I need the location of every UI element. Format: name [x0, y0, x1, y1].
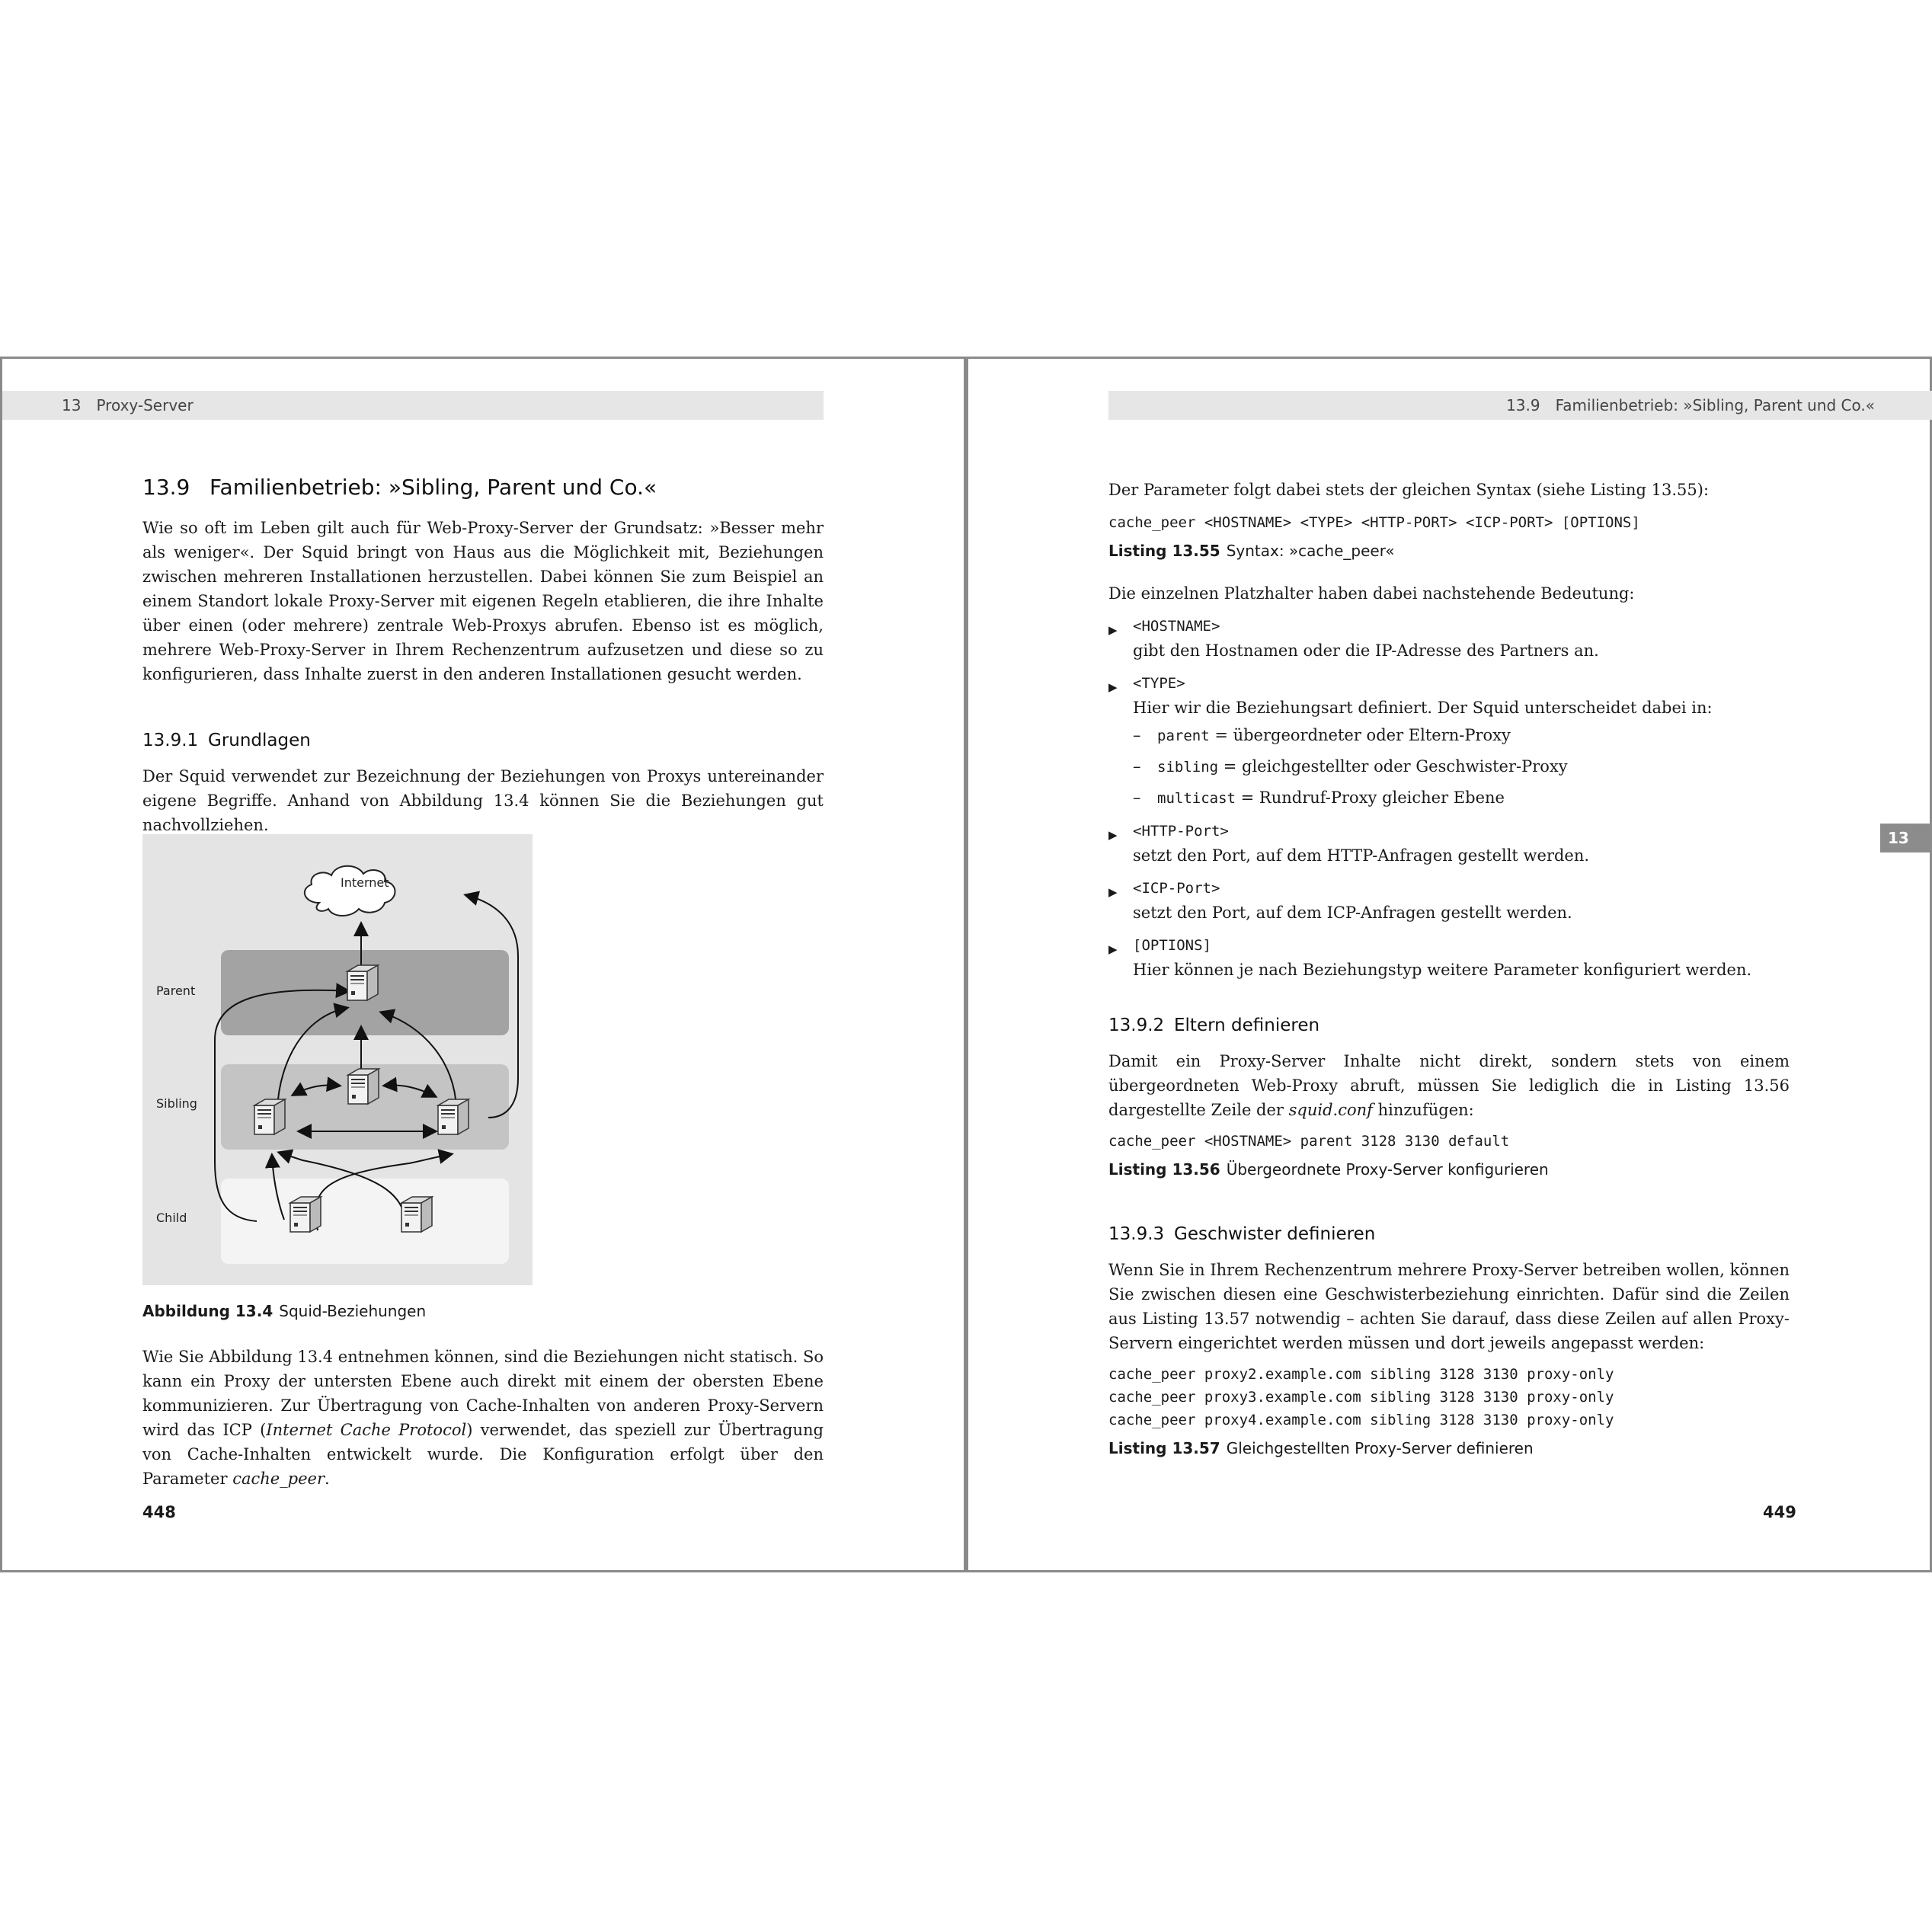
placeholder-code: <ICP-Port> — [1133, 880, 1220, 897]
placeholder-description: setzt den Port, auf dem HTTP-Anfragen gestellt werden. — [1133, 846, 1590, 865]
type-description: = Rundruf-Proxy gleicher Ebene — [1235, 788, 1505, 807]
placeholder-code: [OPTIONS] — [1133, 937, 1211, 954]
after-figure-paragraph — [142, 1345, 824, 1491]
listing-55-number: Listing 13.55 — [1108, 542, 1220, 560]
book-spread — [0, 357, 1930, 1574]
parent-layer-label: Parent — [156, 984, 196, 998]
list-item — [1108, 670, 1790, 811]
subsection-heading-grundlagen — [142, 731, 311, 750]
eltern-paragraph — [1108, 1049, 1790, 1122]
placeholder-code: <HTTP-Port> — [1133, 823, 1229, 840]
sibling-proxy-server-icon — [348, 1069, 379, 1104]
after-figure-text-end: . — [325, 1470, 330, 1488]
subsection-number: 13.9.2 — [1108, 1016, 1165, 1035]
parent-proxy-server-icon — [347, 965, 378, 1000]
left-page — [0, 357, 966, 1572]
subsection-title: Eltern definieren — [1174, 1016, 1320, 1035]
dash-marker: – — [1133, 788, 1141, 807]
listing-57-caption — [1108, 1436, 1790, 1460]
intro-paragraph: Wie so oft im Leben gilt auch für Web-Proxy-Server der Grundsatz: »Besser mehr als weniger«. Der Squid bringt von Haus aus die Möglichkeit mit, Beziehungen zwischen mehreren Installationen herzustellen. Dabei können Sie zum Beispiel an einem Standort lokale Proxy-Server mit eigenen Regeln etablieren, die ihre Inhalte über einen (oder mehrere) zentrale Web-Proxys abrufen. Ebenso ist es möglich, mehrere Web-Proxy-Server in Ihrem Rechenzentrum aufzusetzen und diese so zu konfigurieren, dass Inhalte zuerst in den anderen Installationen gesucht werden. — [142, 519, 824, 683]
listing-55-text: Syntax: »cache_peer« — [1226, 542, 1395, 560]
code-line: cache_peer proxy3.example.com sibling 3128 3130 proxy-only — [1108, 1389, 1614, 1406]
listing-57-text: Gleichgestellten Proxy-Server definieren — [1226, 1439, 1534, 1457]
child-layer — [221, 1179, 509, 1264]
placeholder-description: setzt den Port, auf dem ICP-Anfragen gestellt werden. — [1133, 904, 1572, 922]
child-layer-label: Child — [156, 1211, 187, 1225]
sibling-proxy-server-icon — [438, 1099, 469, 1134]
subsection-title: Geschwister definieren — [1174, 1224, 1376, 1244]
header-section-title: Familienbetrieb: »Sibling, Parent und Co.« — [1555, 396, 1875, 414]
code-line: cache_peer proxy2.example.com sibling 3128 3130 proxy-only — [1108, 1366, 1614, 1383]
figure-caption — [142, 1302, 426, 1320]
squid-conf-term: squid.conf — [1288, 1101, 1373, 1119]
type-options-list — [1133, 723, 1790, 811]
listing-56-number: Listing 13.56 — [1108, 1160, 1220, 1179]
geschwister-code-block — [1108, 1363, 1790, 1431]
subsection-title: Grundlagen — [208, 731, 311, 750]
list-item — [1108, 818, 1790, 868]
running-header-right — [1108, 391, 1932, 420]
child-proxy-server-icon — [290, 1197, 321, 1232]
header-chapter-number: 13 — [62, 396, 82, 414]
type-code: multicast — [1157, 790, 1236, 807]
list-item — [1133, 785, 1790, 811]
section-title: Familienbetrieb: »Sibling, Parent und Co.« — [210, 475, 657, 500]
syntax-intro: Der Parameter folgt dabei stets der gleichen Syntax (siehe Listing 13.55): — [1108, 481, 1710, 499]
subsection-number: 13.9.1 — [142, 731, 199, 750]
type-description: = übergeordneter oder Eltern-Proxy — [1209, 726, 1511, 744]
placeholder-code: <HOSTNAME> — [1133, 618, 1220, 635]
geschwister-paragraph: Wenn Sie in Ihrem Rechenzentrum mehrere Proxy-Server betreiben wollen, können Sie zwischen diesen eine Geschwisterbeziehung einrichten. Dafür sind die Zeilen aus Listing 13.57 notwendig – achten Sie darauf, dass diese Zeilen auf allen Proxy-Servern eingerichtet werden müssen und dort jeweils angepasst werden: — [1108, 1261, 1790, 1352]
header-chapter-title: Proxy-Server — [96, 396, 194, 414]
placeholder-list — [1108, 613, 1790, 982]
list-item — [1133, 723, 1790, 748]
subsection-heading-geschwister — [1108, 1224, 1375, 1244]
dash-marker: – — [1133, 726, 1141, 744]
list-item — [1108, 875, 1790, 925]
placeholder-description: Hier können je nach Beziehungstyp weitere Parameter konfiguriert werden. — [1133, 961, 1752, 979]
bullet-triangle-icon: ▶ — [1108, 942, 1118, 956]
section-heading — [142, 475, 657, 500]
list-item — [1108, 613, 1790, 663]
syntax-code: cache_peer <HOSTNAME> <TYPE> <HTTP-PORT> <ICP-PORT> [OPTIONS] — [1108, 514, 1640, 531]
child-proxy-server-icon — [401, 1197, 432, 1232]
cache-peer-term: cache_peer — [232, 1470, 325, 1488]
type-description: = gleichgestellter oder Geschwister-Proxy — [1218, 757, 1568, 776]
squid-relations-figure — [142, 834, 533, 1285]
after-figure-text-2: ) verwendet, das speziell zur Übertragung von Cache-Inhalten entwickelt wurde. Die Konfiguration erfolgt über den Parameter — [142, 1421, 824, 1488]
eltern-code: cache_peer <HOSTNAME> parent 3128 3130 default — [1108, 1133, 1510, 1150]
bullet-triangle-icon: ▶ — [1108, 828, 1118, 842]
placeholder-code: <TYPE> — [1133, 675, 1185, 692]
sibling-layer-label: Sibling — [156, 1096, 197, 1111]
chapter-thumb-tab: 13 — [1880, 824, 1932, 852]
bullet-triangle-icon: ▶ — [1108, 623, 1118, 637]
page-number-left: 448 — [142, 1503, 176, 1521]
placeholder-description: gibt den Hostnamen oder die IP-Adresse des Partners an. — [1133, 641, 1599, 660]
dash-marker: – — [1133, 757, 1141, 776]
internet-cloud-icon — [305, 866, 395, 916]
grundlagen-paragraph: Der Squid verwendet zur Bezeichnung der Beziehungen von Proxys untereinander eigene Begriffe. Anhand von Abbildung 13.4 können Sie die Beziehungen gut nachvollziehen. — [142, 767, 824, 834]
bullet-triangle-icon: ▶ — [1108, 885, 1118, 899]
section-number: 13.9 — [142, 475, 190, 500]
right-page — [966, 357, 1932, 1572]
figure-caption-number: Abbildung 13.4 — [142, 1302, 273, 1320]
squid-relations-diagram — [142, 834, 533, 1285]
icp-term: Internet Cache Protocol — [266, 1421, 467, 1439]
eltern-text-b: hinzufügen: — [1372, 1101, 1474, 1119]
sibling-proxy-server-icon — [254, 1099, 285, 1134]
page-number-right: 449 — [1763, 1503, 1796, 1521]
figure-caption-text: Squid-Beziehungen — [279, 1302, 427, 1320]
type-code: parent — [1157, 728, 1210, 744]
listing-55-caption — [1108, 539, 1790, 563]
list-item — [1108, 932, 1790, 982]
list-item — [1133, 754, 1790, 779]
running-header-left — [2, 391, 824, 420]
eltern-text-a: Damit ein Proxy-Server Inhalte nicht direkt, sondern stets von einem übergeordneten Web-Proxy abruft, müssen Sie lediglich die in Listing 13.56 dargestellte Zeile der — [1108, 1052, 1790, 1119]
placeholder-description: Hier wir die Beziehungsart definiert. Der Squid unterscheidet dabei in: — [1133, 699, 1713, 717]
bullet-triangle-icon: ▶ — [1108, 680, 1118, 694]
listing-57-number: Listing 13.57 — [1108, 1439, 1220, 1457]
code-line: cache_peer proxy4.example.com sibling 3128 3130 proxy-only — [1108, 1412, 1614, 1428]
header-section-number: 13.9 — [1506, 396, 1540, 414]
after-figure-text-1: Wie Sie Abbildung 13.4 entnehmen können, sind die Beziehungen nicht statisch. So kann ein Proxy der untersten Ebene auch direkt mit einem der obersten Ebene kommunizieren. Zur Übertragung von Cache-Inhalten von anderen Proxy-Servern wird das ICP ( — [142, 1348, 824, 1439]
type-code: sibling — [1157, 759, 1219, 776]
subsection-heading-eltern — [1108, 1016, 1319, 1035]
listing-56-caption — [1108, 1157, 1790, 1182]
subsection-number: 13.9.3 — [1108, 1224, 1165, 1244]
internet-label: Internet — [341, 875, 389, 890]
listing-56-text: Übergeordnete Proxy-Server konfigurieren — [1226, 1160, 1549, 1179]
placeholders-intro: Die einzelnen Platzhalter haben dabei nachstehende Bedeutung: — [1108, 584, 1635, 603]
